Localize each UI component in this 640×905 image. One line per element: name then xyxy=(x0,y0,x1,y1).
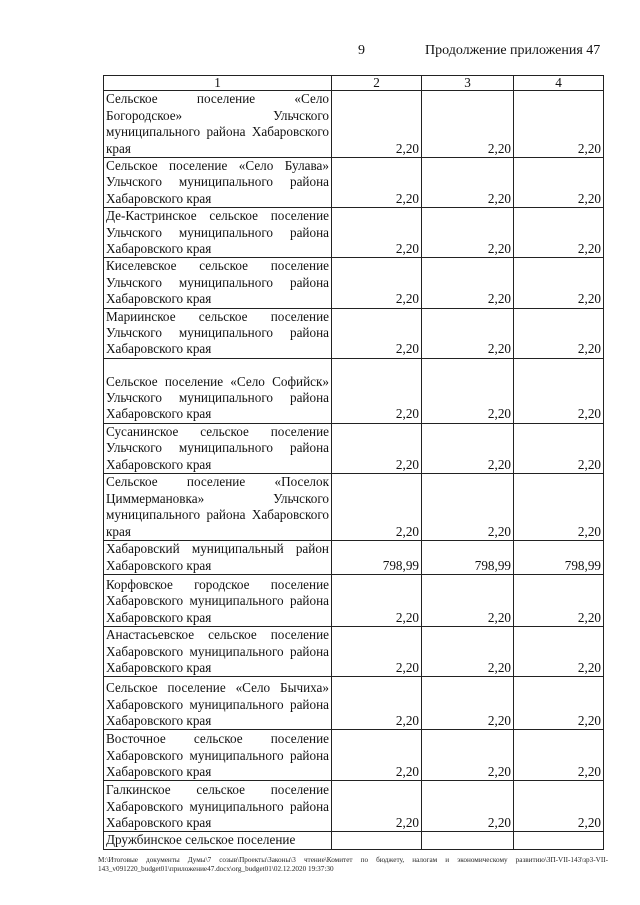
municipality-name: Сельское поселение «Село Богородское» Ульчского муниципального района Хабаровского края xyxy=(104,91,332,158)
value-col2: 2,20 xyxy=(332,91,422,158)
value-col2: 2,20 xyxy=(332,474,422,541)
value-col2: 2,20 xyxy=(332,308,422,358)
value-col4: 2,20 xyxy=(514,474,604,541)
value-col2: 2,20 xyxy=(332,575,422,627)
value-col2: 2,20 xyxy=(332,627,422,677)
municipality-name: Киселевское сельское поселение Ульчского муниципального района Хабаровского края xyxy=(104,258,332,308)
value-col2: 2,20 xyxy=(332,208,422,258)
value-col4: 2,20 xyxy=(514,91,604,158)
table-row xyxy=(104,575,604,627)
value-col4: 2,20 xyxy=(514,627,604,677)
value-col2: 2,20 xyxy=(332,677,422,730)
municipality-name: Дружбинское сельское поселение xyxy=(104,832,332,849)
value-col2: 2,20 xyxy=(332,258,422,308)
value-col4: 2,20 xyxy=(514,358,604,423)
municipality-name: Де-Кастринское сельское поселение Ульчского муниципального района Хабаровского края xyxy=(104,208,332,258)
municipality-name: Восточное сельское поселение Хабаровского муниципального района Хабаровского края xyxy=(104,730,332,781)
municipality-name: Анастасьевское сельское поселение Хабаровского муниципального района Хабаровского края xyxy=(104,627,332,677)
value-col3: 798,99 xyxy=(422,541,514,575)
value-col4: 2,20 xyxy=(514,423,604,473)
municipality-name: Сельское поселение «Поселок Циммермановка» Ульчского муниципального района Хабаровского края xyxy=(104,474,332,541)
page-number: 9 xyxy=(358,43,365,58)
value-col4: 798,99 xyxy=(514,541,604,575)
column-header: 1 xyxy=(104,76,332,91)
column-header: 2 xyxy=(332,76,422,91)
value-col3: 2,20 xyxy=(422,358,514,423)
municipality-name: Сельское поселение «Село Бычиха» Хабаровского муниципального района Хабаровского края xyxy=(104,677,332,730)
value-col4: 2,20 xyxy=(514,208,604,258)
municipality-name: Галкинское сельское поселение Хабаровского муниципального района Хабаровского края xyxy=(104,781,332,832)
table-row xyxy=(104,158,604,208)
value-col2 xyxy=(332,832,422,849)
municipality-name: Хабаровский муниципальный район Хабаровского края xyxy=(104,541,332,575)
municipality-name: Сусанинское сельское поселение Ульчского муниципального района Хабаровского края xyxy=(104,423,332,473)
file-path-footer: M:\Итоговые документы Думы\7 созыв\Проекты\Законы\3 чтение\Комитет по бюджету, налогам и экономическому развитию\ЗП-VII-143\зр3-VII-143_v091220_budget01\приложение47.docx\org_budget01\02.12.2020 19:37:30 xyxy=(98,856,608,873)
value-col3: 2,20 xyxy=(422,308,514,358)
value-col3: 2,20 xyxy=(422,781,514,832)
continuation-label: Продолжение приложения 47 xyxy=(425,43,601,58)
value-col3: 2,20 xyxy=(422,474,514,541)
municipality-name: Корфовское городское поселение Хабаровского муниципального района Хабаровского края xyxy=(104,575,332,627)
value-col2: 2,20 xyxy=(332,781,422,832)
value-col2: 2,20 xyxy=(332,423,422,473)
table-row xyxy=(104,208,604,258)
table-row xyxy=(104,627,604,677)
table-row xyxy=(104,730,604,781)
value-col3: 2,20 xyxy=(422,627,514,677)
column-header-row xyxy=(104,76,604,91)
table-row xyxy=(104,91,604,158)
value-col2: 2,20 xyxy=(332,730,422,781)
value-col3 xyxy=(422,832,514,849)
table-row xyxy=(104,358,604,423)
value-col3: 2,20 xyxy=(422,158,514,208)
value-col3: 2,20 xyxy=(422,575,514,627)
value-col3: 2,20 xyxy=(422,258,514,308)
column-header: 3 xyxy=(422,76,514,91)
municipality-name: Мариинское сельское поселение Ульчского муниципального района Хабаровского края xyxy=(104,308,332,358)
value-col3: 2,20 xyxy=(422,730,514,781)
value-col4: 2,20 xyxy=(514,781,604,832)
value-col3: 2,20 xyxy=(422,91,514,158)
value-col4: 2,20 xyxy=(514,308,604,358)
table-row xyxy=(104,474,604,541)
value-col4: 2,20 xyxy=(514,575,604,627)
value-col2: 798,99 xyxy=(332,541,422,575)
table-row xyxy=(104,423,604,473)
table-row xyxy=(104,677,604,730)
column-header: 4 xyxy=(514,76,604,91)
table-row xyxy=(104,541,604,575)
value-col3: 2,20 xyxy=(422,423,514,473)
value-col4: 2,20 xyxy=(514,158,604,208)
table-row xyxy=(104,258,604,308)
table-row xyxy=(104,832,604,849)
value-col2: 2,20 xyxy=(332,358,422,423)
page-header xyxy=(0,43,640,63)
data-table xyxy=(103,75,604,850)
value-col4 xyxy=(514,832,604,849)
value-col4: 2,20 xyxy=(514,677,604,730)
value-col4: 2,20 xyxy=(514,258,604,308)
table-row xyxy=(104,308,604,358)
value-col3: 2,20 xyxy=(422,677,514,730)
value-col3: 2,20 xyxy=(422,208,514,258)
municipality-name: Сельское поселение «Село Софийск» Ульчского муниципального района Хабаровского края xyxy=(104,358,332,423)
value-col2: 2,20 xyxy=(332,158,422,208)
value-col4: 2,20 xyxy=(514,730,604,781)
municipality-name: Сельское поселение «Село Булава» Ульчского муниципального района Хабаровского края xyxy=(104,158,332,208)
table-row xyxy=(104,781,604,832)
